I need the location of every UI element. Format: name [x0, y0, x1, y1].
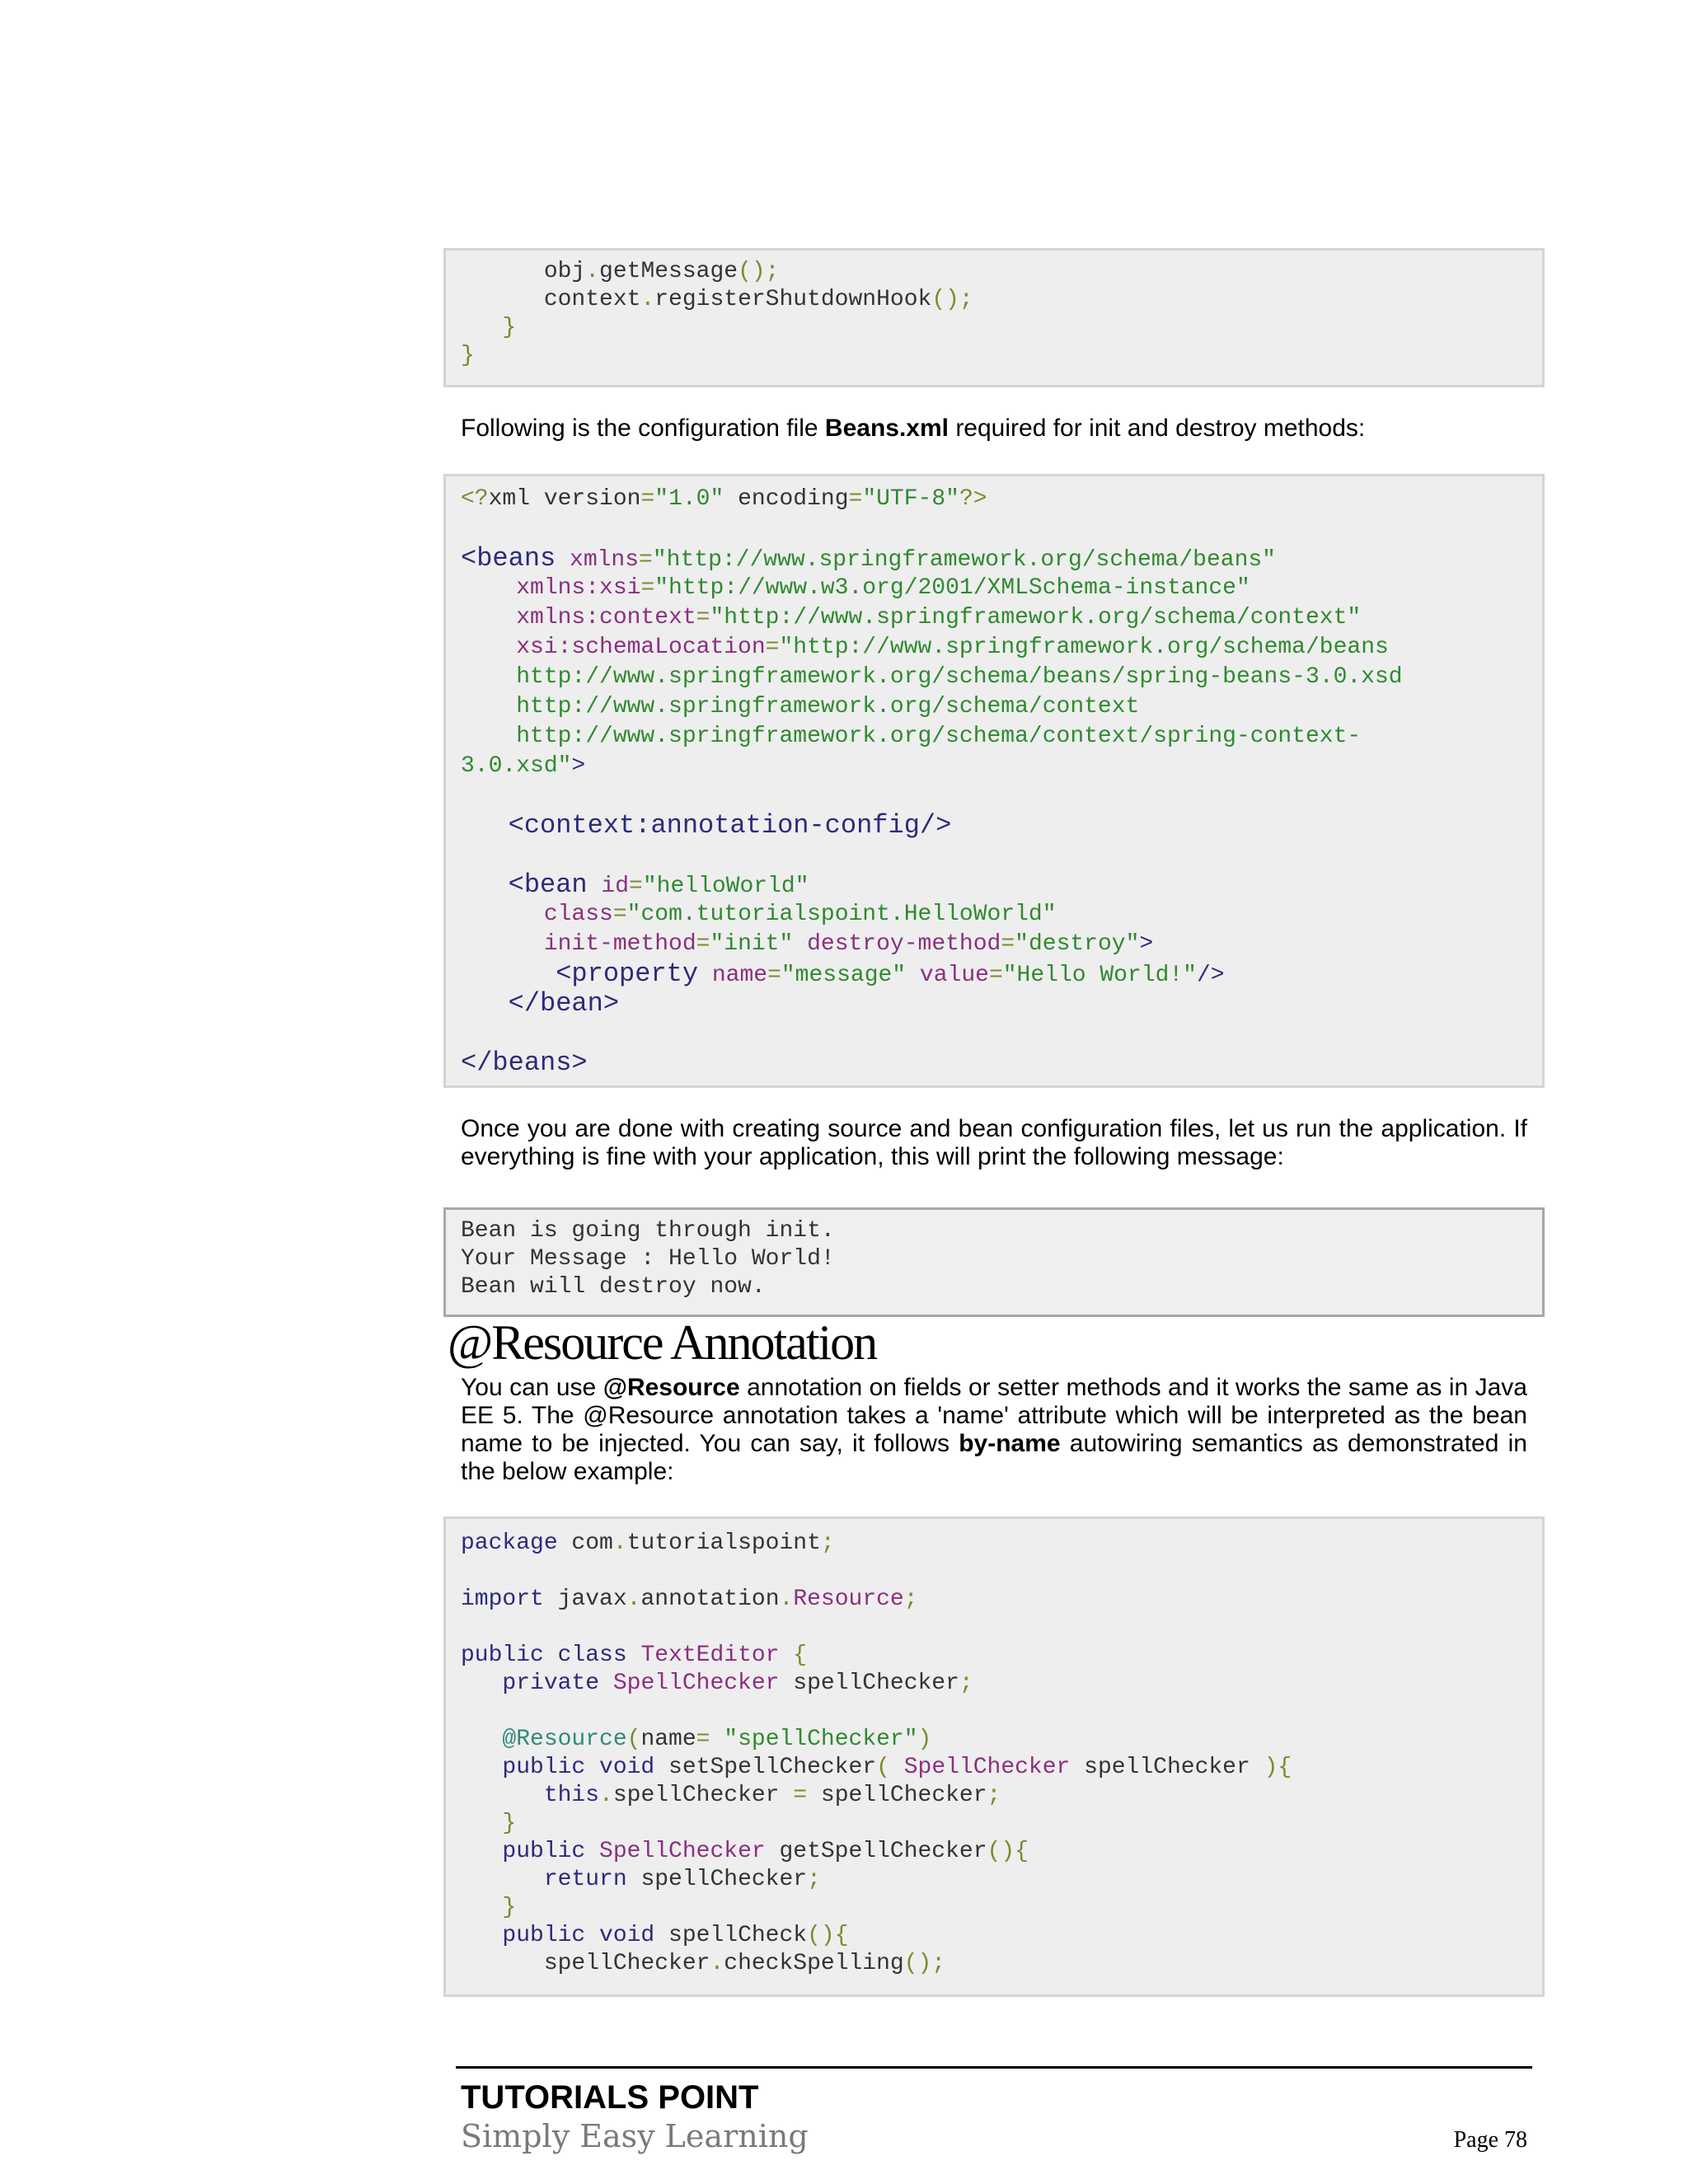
code-token: public	[461, 1839, 586, 1864]
code-token: spellChecker	[612, 1783, 794, 1808]
code-token: />	[1197, 963, 1225, 988]
code-token: =	[1001, 931, 1015, 957]
code-token: <bean	[461, 869, 588, 900]
code-token: Resource	[793, 1586, 904, 1612]
code-line	[461, 812, 951, 841]
code-line	[461, 930, 1153, 958]
code-token: =	[696, 931, 710, 957]
code-token: )	[917, 1727, 932, 1752]
code-line	[461, 258, 780, 286]
code-line	[461, 1922, 849, 1950]
code-line	[461, 1273, 766, 1301]
code-line	[461, 342, 475, 370]
code-token: "http://www.w3.org/2001/XMLSchema-instance"	[654, 575, 1250, 601]
code-token: Bean is going through init.	[461, 1218, 835, 1244]
code-token: {	[779, 1643, 808, 1668]
code-token: "spellChecker"	[710, 1727, 918, 1752]
code-line	[461, 1586, 918, 1614]
code-token: id	[587, 874, 630, 899]
code-line	[461, 1049, 588, 1079]
code-line	[461, 901, 1057, 929]
code-token: =	[629, 874, 643, 899]
footer-divider	[456, 2066, 1532, 2069]
code-token: http://www.springframework.org/schema/context/spring-context-	[461, 724, 1362, 749]
code-block-console-output	[443, 1207, 1545, 1317]
code-token: ();	[903, 1951, 946, 1976]
code-token: TextEditor	[626, 1643, 780, 1668]
code-token: class	[461, 902, 613, 927]
code-token: this	[461, 1783, 600, 1808]
code-line	[461, 485, 987, 513]
code-token: getSpellChecker	[765, 1839, 987, 1864]
code-line	[461, 634, 1389, 662]
code-token: SpellChecker	[599, 1671, 780, 1696]
code-token: .	[612, 1530, 627, 1556]
code-block-main-java-tail	[443, 248, 1545, 387]
code-token: }	[461, 343, 475, 368]
code-token: return	[461, 1867, 627, 1892]
code-token: ();	[931, 287, 973, 312]
code-token: setSpellChecker	[654, 1755, 877, 1780]
code-token: <context:annotation-config/>	[461, 810, 952, 841]
code-line	[461, 1810, 516, 1838]
code-token: "http://www.springframework.org/schema/beans"	[652, 547, 1276, 573]
code-token: ;	[959, 1671, 973, 1696]
code-token: }	[461, 1811, 517, 1836]
section-heading: @Resource Annotation	[448, 1315, 877, 1370]
code-line	[461, 1754, 1292, 1782]
code-token: }	[461, 1895, 517, 1920]
code-token: "http://www.springframework.org/schema/context"	[710, 605, 1362, 630]
code-token: <?	[461, 486, 489, 512]
code-token: public void	[461, 1755, 655, 1780]
code-token: .	[779, 1586, 794, 1612]
code-token: =	[767, 963, 781, 988]
code-token: =	[765, 635, 780, 660]
code-token: name	[698, 963, 768, 988]
code-token: <beans	[461, 543, 556, 574]
code-line	[461, 1642, 807, 1670]
code-token: .	[626, 1586, 641, 1612]
code-token: value	[906, 963, 989, 988]
code-token: xmlns:xsi	[461, 575, 641, 601]
code-line	[461, 693, 1139, 721]
code-token: (){	[987, 1839, 1029, 1864]
code-token: </bean>	[461, 988, 620, 1019]
config-intro-paragraph	[461, 415, 1527, 443]
code-line	[461, 574, 1250, 602]
code-token: encoding	[724, 486, 849, 512]
footer-page-number: Page 78	[1453, 2127, 1527, 2153]
code-token: xsi:schemaLocation	[461, 635, 766, 660]
code-token: "destroy"	[1015, 931, 1140, 957]
code-token: "message"	[781, 963, 907, 988]
code-line	[461, 1217, 835, 1245]
code-token: context	[461, 287, 641, 312]
code-line	[461, 545, 1276, 574]
code-token: =	[612, 902, 627, 927]
resource-text-1: You can use	[461, 1374, 603, 1401]
resource-bold-by-name: by-name	[959, 1430, 1061, 1457]
code-line	[461, 314, 516, 342]
code-token: "UTF-8"	[862, 486, 959, 512]
resource-text-2: annotation on fields or setter methods and it works the same as in Java EE 5. The @Resource annotation takes a 'name' attribute which will be interpreted as the bean name to be injected. You can say, it follows	[461, 1374, 1527, 1457]
code-token: spellChecker	[1070, 1755, 1264, 1780]
code-token: >	[571, 753, 586, 779]
code-token: .	[710, 1951, 724, 1976]
code-token: http://www.springframework.org/schema/beans/spring-beans-3.0.xsd	[461, 664, 1403, 690]
code-line	[461, 752, 585, 780]
code-token: (	[876, 1755, 890, 1780]
intro-bold-filename: Beans.xml	[824, 415, 949, 442]
code-token: spellChecker	[626, 1867, 808, 1892]
code-token: tutorialspoint	[626, 1530, 821, 1556]
code-token: "init"	[710, 931, 794, 957]
code-token: spellChecker	[461, 1951, 710, 1976]
code-token: xml version	[488, 486, 641, 512]
code-token: package	[461, 1530, 558, 1556]
code-line	[461, 1894, 516, 1922]
code-token: com	[557, 1530, 613, 1556]
code-token: spellChecker	[779, 1671, 959, 1696]
code-line	[461, 1245, 835, 1273]
code-token: Bean will destroy now.	[461, 1274, 766, 1300]
code-line	[461, 1726, 931, 1754]
code-token: ();	[738, 259, 780, 284]
code-token: "com.tutorialspoint.HelloWorld"	[626, 902, 1057, 927]
code-token: ?>	[959, 486, 987, 512]
code-token: }	[461, 315, 517, 340]
code-token: "Hello World!"	[1002, 963, 1197, 988]
code-line	[461, 723, 1361, 751]
code-token: =	[640, 575, 655, 601]
code-line	[461, 1838, 1029, 1866]
code-token: init-method	[461, 931, 696, 957]
code-token: registerShutdownHook	[654, 287, 932, 312]
code-token: >	[1139, 931, 1154, 957]
code-token: .	[599, 1783, 613, 1808]
code-line	[461, 990, 619, 1019]
code-block-beans-xml	[443, 474, 1545, 1088]
code-token: @Resource	[461, 1727, 627, 1752]
code-token: SpellChecker	[585, 1839, 766, 1864]
code-token: xmlns	[556, 547, 640, 573]
code-token: 3.0.xsd"	[461, 753, 572, 779]
code-token: ;	[987, 1783, 1001, 1808]
code-token: javax	[543, 1586, 627, 1612]
code-token: public class	[461, 1643, 627, 1668]
code-token: =	[793, 1783, 808, 1808]
resource-bold-annotation: @Resource	[603, 1374, 740, 1401]
intro-text-before: Following is the configuration file	[461, 415, 825, 442]
code-token: (	[626, 1727, 641, 1752]
code-token: "http://www.springframework.org/schema/beans	[779, 635, 1389, 660]
code-token: private	[461, 1671, 600, 1696]
code-token: =	[988, 963, 1003, 988]
code-token: </beans>	[461, 1047, 588, 1078]
code-line	[461, 1782, 1001, 1810]
code-token: =	[696, 1727, 710, 1752]
code-token: ;	[903, 1586, 918, 1612]
code-token: public void	[461, 1923, 655, 1948]
code-token: "helloWorld"	[642, 874, 809, 899]
code-token: obj	[461, 259, 586, 284]
code-line	[461, 604, 1361, 632]
code-token: .	[640, 287, 655, 312]
code-token: ){	[1264, 1755, 1292, 1780]
code-line	[461, 286, 973, 314]
run-application-paragraph: Once you are done with creating source and bean configuration files, let us run the application. If everything is fine with your application, this will print the following message:	[461, 1115, 1527, 1170]
code-token: =	[639, 547, 653, 573]
code-token: .	[585, 259, 600, 284]
code-token: ;	[820, 1530, 835, 1556]
code-line	[461, 960, 1225, 990]
code-token: destroy-method	[793, 931, 1001, 957]
code-line	[461, 1530, 835, 1558]
code-token: =	[696, 605, 710, 630]
resource-annotation-paragraph	[461, 1374, 1527, 1486]
code-token: (){	[807, 1923, 849, 1948]
code-token: getMessage	[599, 259, 738, 284]
code-line	[461, 1866, 821, 1894]
code-block-text-editor-java	[443, 1516, 1545, 1997]
footer-brand: TUTORIALS POINT	[461, 2079, 759, 2116]
code-token: checkSpelling	[724, 1951, 904, 1976]
code-line	[461, 871, 809, 901]
code-token: spellChecker	[807, 1783, 987, 1808]
code-token: <property	[461, 958, 699, 989]
code-token: =	[640, 486, 655, 512]
code-token: SpellChecker	[889, 1755, 1071, 1780]
code-token: ;	[807, 1867, 821, 1892]
intro-text-after: required for init and destroy methods:	[948, 415, 1366, 442]
code-token: spellCheck	[654, 1923, 808, 1948]
code-token: annotation	[640, 1586, 780, 1612]
code-token: Your Message : Hello World!	[461, 1246, 835, 1272]
code-line	[461, 1670, 973, 1698]
code-token: xmlns:context	[461, 605, 696, 630]
code-token: import	[461, 1586, 544, 1612]
footer-tagline: Simply Easy Learning	[461, 2118, 809, 2154]
code-token: "1.0"	[654, 486, 724, 512]
code-line	[461, 663, 1403, 691]
code-token: =	[848, 486, 863, 512]
code-line	[461, 1950, 945, 1978]
code-token: http://www.springframework.org/schema/context	[461, 694, 1140, 719]
resource-text-3: autowiring semantics as demonstrated in the below example:	[461, 1430, 1527, 1485]
code-token: name	[640, 1727, 696, 1752]
